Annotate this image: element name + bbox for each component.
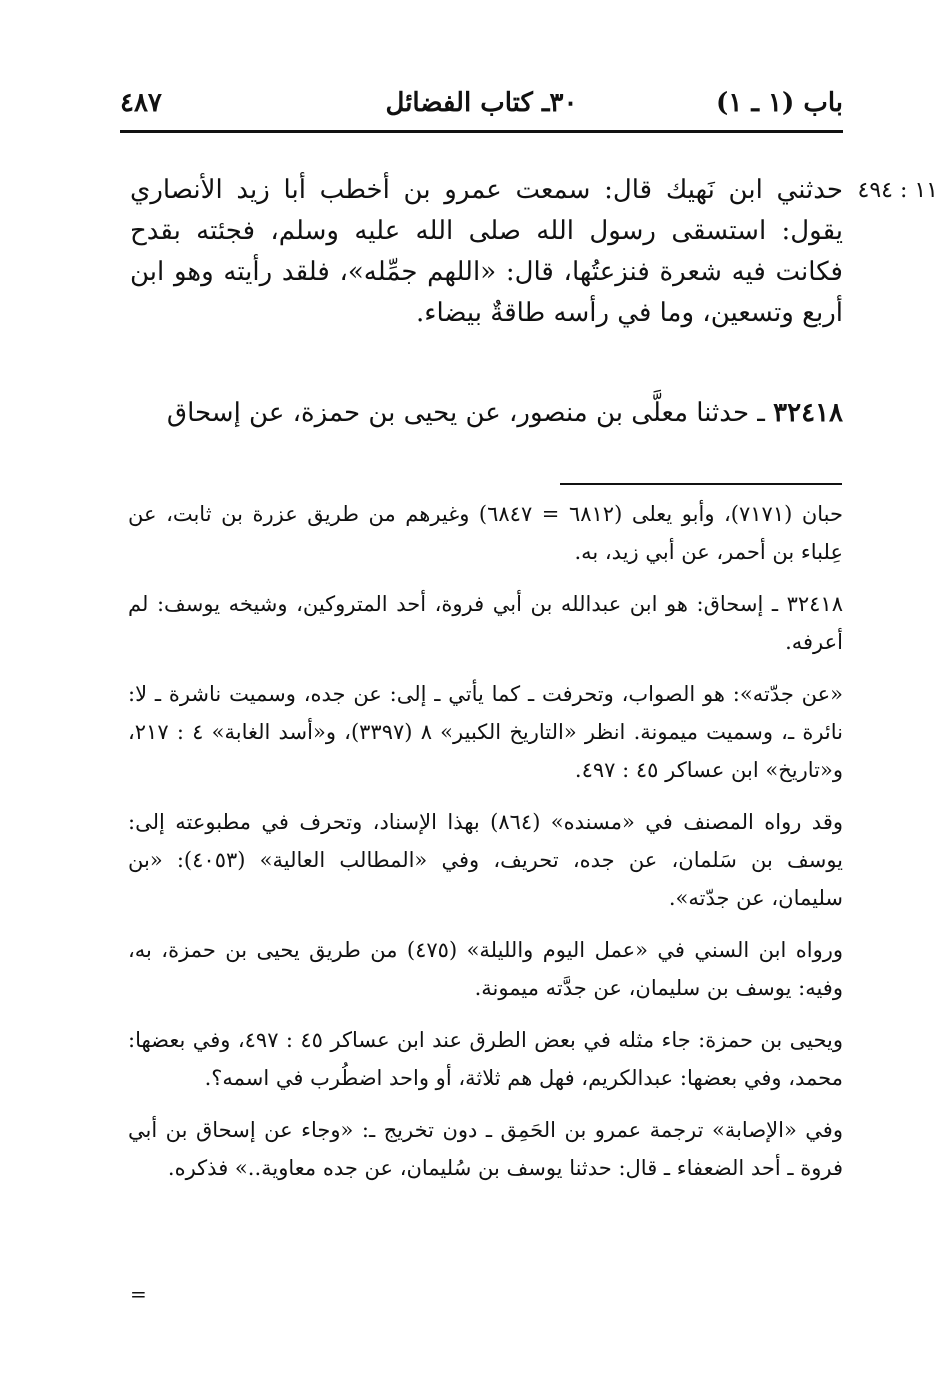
footnote-paragraph: ويحيى بن حمزة: جاء مثله في بعض الطرق عند ابن عساكر ٤٥ : ٤٩٧، وفي بعضها: محمد، وفي بعضها: عبدالكريم، فهل هم ثلاثة، أو واحد اضطُرب في اسمه؟. xyxy=(128,1028,843,1090)
footnote-paragraph: ورواه ابن السني في «عمل اليوم والليلة» (٤٧٥) من طريق يحيى بن حمزة، به، وفيه: يوسف بن سليمان، عن جدَّته ميمونة. xyxy=(128,938,843,1000)
page-number: ٤٨٧ xyxy=(120,88,162,118)
footnotes xyxy=(128,495,843,1201)
footnote-paragraph: ٣٢٤١٨ ـ إسحاق: هو ابن عبدالله بن أبي فروة، أحد المتروكين، وشيخه يوسف: لم أعرفه. xyxy=(128,592,843,654)
continuation-mark: = xyxy=(130,1282,147,1306)
book-title: ٣٠ـ كتاب الفضائل xyxy=(385,88,578,118)
footnote-separator xyxy=(560,483,842,485)
main-text: حدثني ابن نَهيك قال: سمعت عمرو بن أخطب أبا زيد الأنصاري يقول: استسقى رسول الله صلى الله عليه وسلم، فجئته بقدح فكانت فيه شعرة فنزعتُها، قال: «اللهم جمِّله»، فلقد رأيته وهو ابن أربع وتسعين، وما في رأسه طاقةٌ بيضاء. xyxy=(130,175,843,328)
footnote-paragraph: حبان (٧١٧١)، وأبو يعلى (٦٨١٢ = ٦٨٤٧) وغيرهم من طريق عزرة بن ثابت، عن عِلباء بن أحمر، عن أبي زيد، به. xyxy=(128,502,844,564)
chapter-heading: باب (١ ـ ١) xyxy=(716,88,843,118)
hadith-number: ٣٢٤١٨ xyxy=(773,398,843,428)
hadith-text: ـ حدثنا معلَّى بن منصور، عن يحيى بن حمزة، عن إسحاق xyxy=(166,398,765,428)
footnote-paragraph: وقد رواه المصنف في «مسنده» (٨٦٤) بهذا الإسناد، وتحرف في مطبوعته إلى: يوسف بن سَلمان، عن جده، تحريف، وفي «المطالب العالية» (٤٠٥٣): «بن سليمان، عن جدّته». xyxy=(128,810,844,910)
footnote-paragraph: «عن جدّته»: هو الصواب، وتحرفت ـ كما يأتي ـ إلى: عن جده، وسميت ناشرة ـ لا: نائرة ـ، وسميت ميمونة. انظر «التاريخ الكبير» ٨ (٣٣٩٧)، و«أسد الغابة» ٤ : ٢١٧، و«تاريخ» ابن عساكر ٤٥ : ٤٩٧. xyxy=(128,682,844,782)
footnote-paragraph: وفي «الإصابة» ترجمة عمرو بن الحَمِق ـ دون تخريج ـ: «وجاء عن إسحاق بن أبي فروة ـ أحد الضعفاء ـ قال: حدثنا يوسف بن سُليمان، عن جده معاوية..» فذكره. xyxy=(128,1118,843,1180)
marginal-reference: ١١ : ٤٩٤ xyxy=(857,178,938,203)
header-rule xyxy=(120,130,843,133)
hadith-entry xyxy=(130,393,843,434)
page-header xyxy=(120,82,843,122)
